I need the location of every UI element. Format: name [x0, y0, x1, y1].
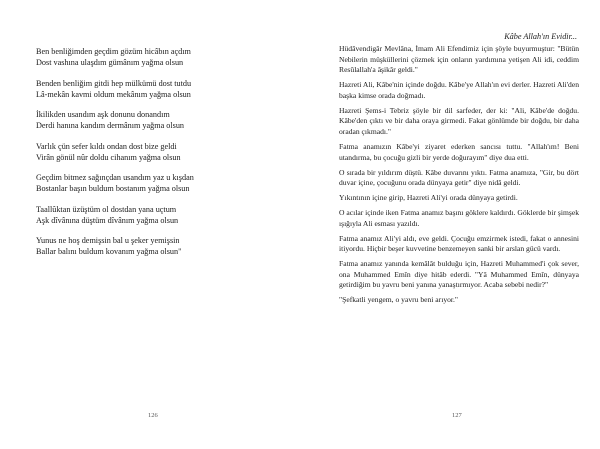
- verse-line: Aşk dîvânına düştüm dîvânım yağma olsun: [36, 215, 179, 225]
- verse-line: Bostanlar başın buldum bostanım yağma olsun: [36, 184, 190, 193]
- verse-line: Ballar balını buldum kovanım yağma olsun": [36, 247, 182, 256]
- stanza: [36, 235, 286, 257]
- stanza: [36, 78, 286, 100]
- verse-line: Lâ-mekân kavmi oldum mekânım yağma olsun: [36, 89, 191, 99]
- stanza: [36, 204, 286, 226]
- verse-line: Benden benliğim gitdi hep mülkümü dost tutdu: [36, 78, 192, 88]
- paragraph: Fatma anamız yanında kemâlât bulduğu için, Hazreti Muhammed'i çok sever, ona Muhammed Emîn diye hitâb ederdi. "Yâ Muhammed Emîn, dünyaya getirdiğim bu yavru beni yanına yanaştırmıyor. Acaba sebebi nedir?": [339, 259, 579, 290]
- page-number: 126: [148, 412, 158, 419]
- verse-line: Varlık çün sefer kıldı ondan dost bize geldi: [36, 141, 177, 151]
- stanza: [36, 141, 286, 163]
- poem-verses: [36, 46, 286, 267]
- right-page: [300, 0, 600, 449]
- paragraph: Yıkıntının içine girip, Hazreti Ali'yi orada dünyaya getirdi.: [339, 193, 518, 203]
- verse-line: Dost vashına ulaşdım gümânım yağma olsun: [36, 58, 184, 67]
- verse-line: Derdi hanına kandım dermânım yağma olsun: [36, 121, 185, 130]
- verse-line: Yunus ne hoş demişsin bal u şeker yemişsin: [36, 236, 180, 245]
- paragraph: Fatma anamız Ali'yi aldı, eve geldi. Çocuğu emzirmek istedi, fakat o annesini itiyordu. Hiçbir beşer kuvvetine benzemeyen sanki bir arslan gücü vardı.: [339, 233, 579, 254]
- verse-line: Geçdim bitmez sağınçdan usandım yaz u kışdan: [36, 173, 194, 182]
- verse-line: Virân gönül nûr doldu cihanım yağma olsun: [36, 152, 181, 162]
- paragraph: "Şefkatli yengem, o yavru beni arıyor.": [339, 295, 459, 305]
- paragraph: Hazreti Şems-i Tebriz şöyle bir dil sarfeder, der ki: "Ali, Kâbe'de doğdu. Kâbe'den çıktı ve bir daha oraya girmedi. Fakat gönlümde bir doğdu, bir daha oradan çıkmadı.": [339, 105, 579, 136]
- verse-line: İkilikden usandım aşk donunu donandım: [36, 110, 170, 119]
- paragraph: O acılar içinde iken Fatma anamız başını göklere kaldırdı. Göklerde bir şimşek ışığıyla Ali esması yazıldı.: [339, 208, 579, 228]
- verse-line: Ben benliğimden geçdim gözüm hicâbın açdım: [36, 47, 191, 56]
- paragraph: Hüdâvendigâr Mevlâna, İmam Ali Efendimiz için şöyle buyurmuştur: "Bütün Nebilerin müşküllerini çözmek için onların yardımına yetişen Ali idi, ceddim Resûlallah'a âşikâr geldi.": [339, 44, 579, 75]
- paragraph: Fatma anamızın Kâbe'yi ziyaret ederken sancısı tuttu. "Allah'ım! Beni utandırma, bu çocuğu gizli bir yerde doğurayım" diye dua etti.: [339, 141, 579, 162]
- stanza: [36, 109, 286, 131]
- stanza: [36, 46, 286, 68]
- stanza: [36, 172, 286, 194]
- paragraph: Hazreti Ali, Kâbe'nin içinde doğdu. Kâbe'ye Allah'ın evi derler. Hazreti Ali'den başka kimse orada doğmadı.: [339, 80, 579, 100]
- verse-line: Taallûktan üzüştüm ol dostdan yana uçtum: [36, 204, 177, 214]
- prose-body: [339, 44, 579, 310]
- running-head: Kâbe Allah'ın Evidir...: [504, 32, 577, 41]
- page-number: 127: [452, 412, 462, 419]
- paragraph: O sırada bir yıldırım düştü. Kâbe duvarını yıktı. Fatma anamıza, "Gir, bu dört duvar içine, çocuğunu orada dünyaya getir" diye nidâ geldi.: [339, 167, 579, 188]
